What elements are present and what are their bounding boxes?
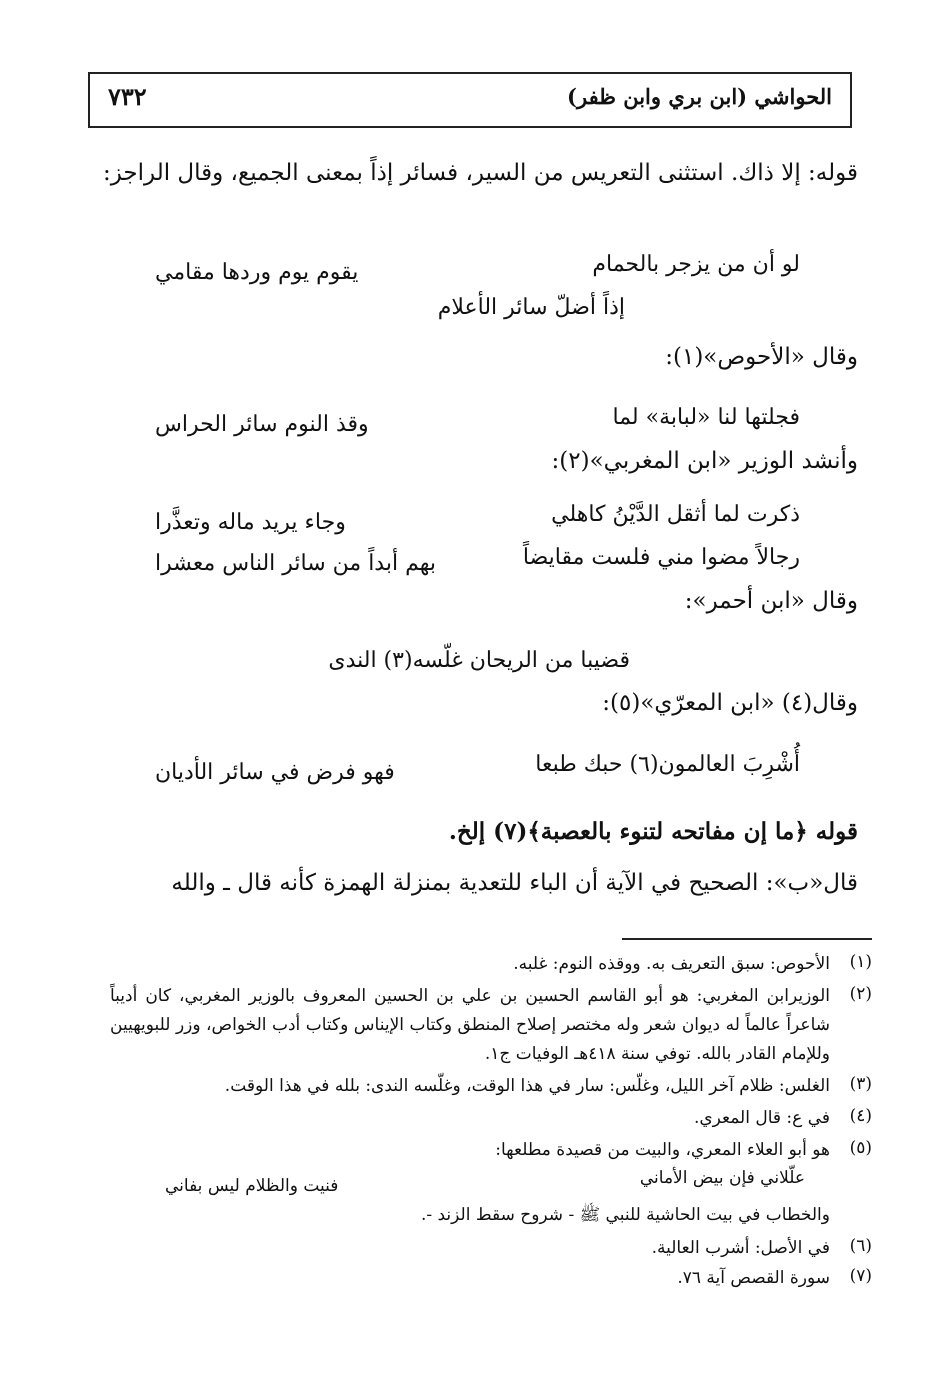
page-header xyxy=(88,72,852,128)
footnote-1-text: الأحوص: سبق التعريف به. ووقذه النوم: غلبه. xyxy=(513,954,830,974)
footnote-7-text: سورة القصص آية ٧٦. xyxy=(677,1268,830,1288)
verse-5-first-hemistich: أُشْرِبَ العالمون(٦) حبك طبعا xyxy=(535,752,800,777)
footnote-5-continuation: والخطاب في بيت الحاشية للنبي ﷺ - شروح سقط الزند -. xyxy=(420,1205,830,1225)
footnote-2-number: (٢) xyxy=(849,984,872,1004)
footnote-3-number: (٣) xyxy=(849,1074,872,1094)
footnote-5-number: (٥) xyxy=(849,1138,872,1158)
verse-2-first-hemistich: فجلتها لنا «لبابة» لما xyxy=(612,405,800,430)
footnote-7-number: (٧) xyxy=(849,1266,872,1286)
intro-ibn-maarri: وقال(٤) «ابن المعرّي»(٥): xyxy=(602,690,858,716)
footnote-5-verse-second: فنيت والظلام ليس بفاني xyxy=(165,1176,339,1196)
intro-ibn-ahmar: وقال «ابن أحمر»: xyxy=(684,588,858,614)
verse-2-second-hemistich: وقذ النوم سائر الحراس xyxy=(155,412,369,437)
verse-3b-first-hemistich: رجالاً مضوا مني فلست مقايضاً xyxy=(522,545,800,570)
footnote-4-number: (٤) xyxy=(849,1106,872,1126)
footnote-5-text: هو أبو العلاء المعري، والبيت من قصيدة مطلعها: xyxy=(495,1140,830,1160)
verse-3a-first-hemistich: ذكرت لما أثقل الدَّيْنُ كاهلي xyxy=(551,502,800,527)
footnote-5-verse-first: علّلاني فإن بيض الأماني xyxy=(639,1168,805,1188)
verse-1-first-hemistich: لو أن من يزجر بالحمام xyxy=(592,252,800,277)
verse-3a-second-hemistich: وجاء يريد ماله وتعذَّرا xyxy=(155,510,346,535)
verse-1-second-hemistich: يقوم يوم وردها مقامي xyxy=(155,260,359,285)
verse-5-second-hemistich: فهو فرض في سائر الأديان xyxy=(155,760,395,785)
footnote-2-text: الوزيرابن المغربي: هو أبو القاسم الحسين بن علي بن الحسين المعروف بالوزير المغربي، كان أديباً شاعراً عالماً له ديوان شعر وله مختصر إصلاح المنطق وكتاب الإيناس وكتاب أدب الخواص، وزر للبويهيين وللإمام القادر بالله. توفي سنة ٤١٨هـ الوفيات ج١. xyxy=(110,986,830,1064)
verse-1-third-line: إذاً أضلّ سائر الأعلام xyxy=(437,295,625,320)
paragraph-last: قال«ب»: الصحيح في الآية أن الباء للتعدية بمنزلة الهمزة كأنه قال ـ والله xyxy=(171,870,858,896)
page-number: ٧٣٢ xyxy=(108,82,147,111)
footnote-1-number: (١) xyxy=(849,952,872,972)
footnote-4-text: في ع: قال المعري. xyxy=(693,1108,830,1128)
verse-3b-second-hemistich: بهم أبداً من سائر الناس معشرا xyxy=(155,551,436,576)
footnote-3-text: الغلس: ظلام آخر الليل، وغلّس: سار في هذا الوقت، وغلّسه الندى: بلله في هذا الوقت. xyxy=(224,1076,830,1096)
quran-quote-line: قوله ﴿ما إن مفاتحه لتنوء بالعصبة﴾(٧) إلخ. xyxy=(448,818,858,845)
verse-4: قضيبا من الريحان غلّسه(٣) الندى xyxy=(328,648,630,673)
paragraph-intro: قوله: إلا ذاك. استثنى التعريس من السير، فسائر إذاً بمعنى الجميع، وقال الراجز: xyxy=(102,160,858,186)
footnote-separator xyxy=(622,938,872,940)
intro-ibn-maghribi: وأنشد الوزير «ابن المغربي»(٢): xyxy=(551,448,858,474)
intro-ahwas: وقال «الأحوص»(١): xyxy=(665,344,858,370)
running-title: الحواشي (ابن بري وابن ظفر) xyxy=(567,84,832,109)
footnote-6-number: (٦) xyxy=(849,1236,872,1256)
footnote-6-text: في الأصل: أشرب العالية. xyxy=(651,1238,830,1258)
